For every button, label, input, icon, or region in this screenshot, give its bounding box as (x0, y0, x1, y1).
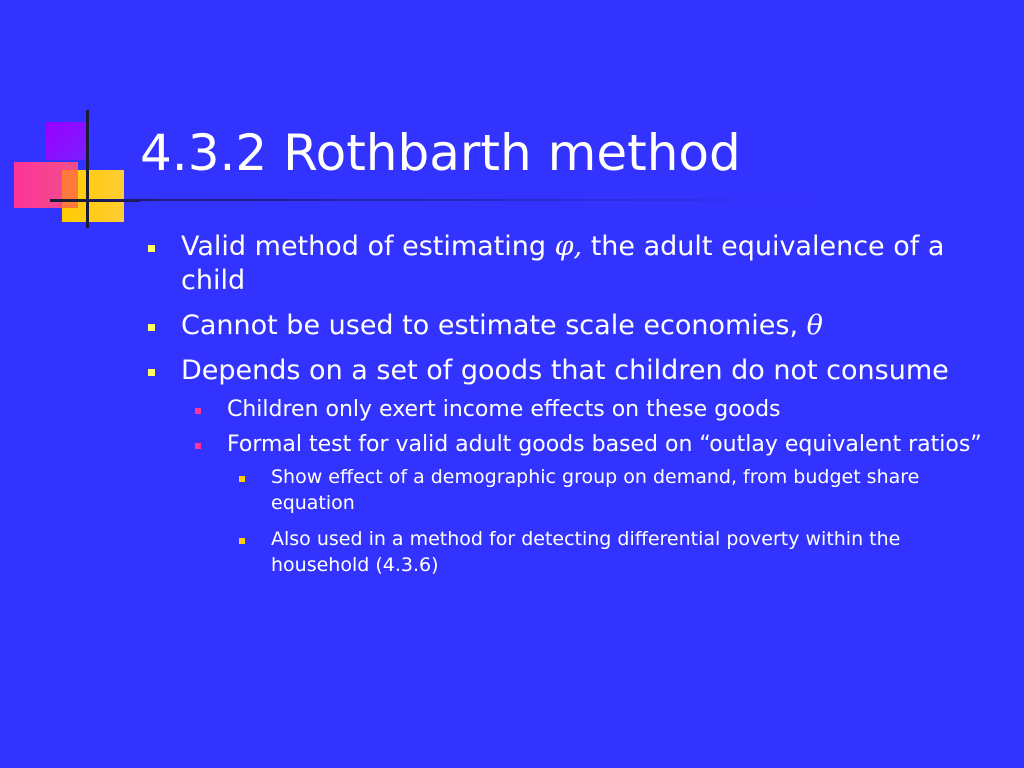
square-bullet-icon (195, 408, 201, 414)
sub-sub-bullet-text: Show effect of a demographic group on demand, from budget share equation (271, 466, 920, 514)
bullet-item (148, 309, 998, 343)
square-bullet-icon (239, 538, 245, 544)
square-bullet-icon (148, 324, 155, 331)
sub-bullet-item (193, 396, 998, 423)
square-bullet-icon (195, 443, 201, 449)
sub-bullet-text: Formal test for valid adult goods based on “outlay equivalent ratios” (227, 432, 982, 457)
bullet-text: Valid method of estimating (181, 231, 555, 262)
square-bullet-icon (148, 245, 155, 252)
slide-title: 4.3.2 Rothbarth method (140, 124, 741, 182)
phi-symbol: φ, (554, 231, 583, 262)
sub-sub-bullet-text: Also used in a method for detecting differential poverty within the household (4.3.6) (271, 528, 901, 576)
decorative-purple-square (46, 122, 90, 160)
decorative-orange-overlap (62, 170, 78, 208)
bullet-item (148, 354, 998, 578)
sub-bullet-text: Children only exert income effects on these goods (227, 397, 781, 422)
theta-symbol: θ (806, 310, 823, 341)
sub-bullet-item (193, 431, 998, 578)
sub-sub-bullet-list (237, 464, 998, 578)
bullet-item (148, 230, 998, 298)
square-bullet-icon (239, 476, 245, 482)
sub-sub-bullet-item (237, 464, 998, 516)
bullet-text: Cannot be used to estimate scale economies, (181, 310, 807, 341)
decorative-vertical-line (86, 110, 89, 228)
sub-sub-bullet-item (237, 526, 998, 578)
title-underline-rule (90, 199, 810, 201)
sub-bullet-list (193, 396, 998, 578)
bullet-text: the adult equivalence of a child (181, 231, 945, 296)
bullet-text: Depends on a set of goods that children do not consume (181, 355, 949, 386)
bullet-list (148, 230, 998, 589)
square-bullet-icon (148, 369, 155, 376)
